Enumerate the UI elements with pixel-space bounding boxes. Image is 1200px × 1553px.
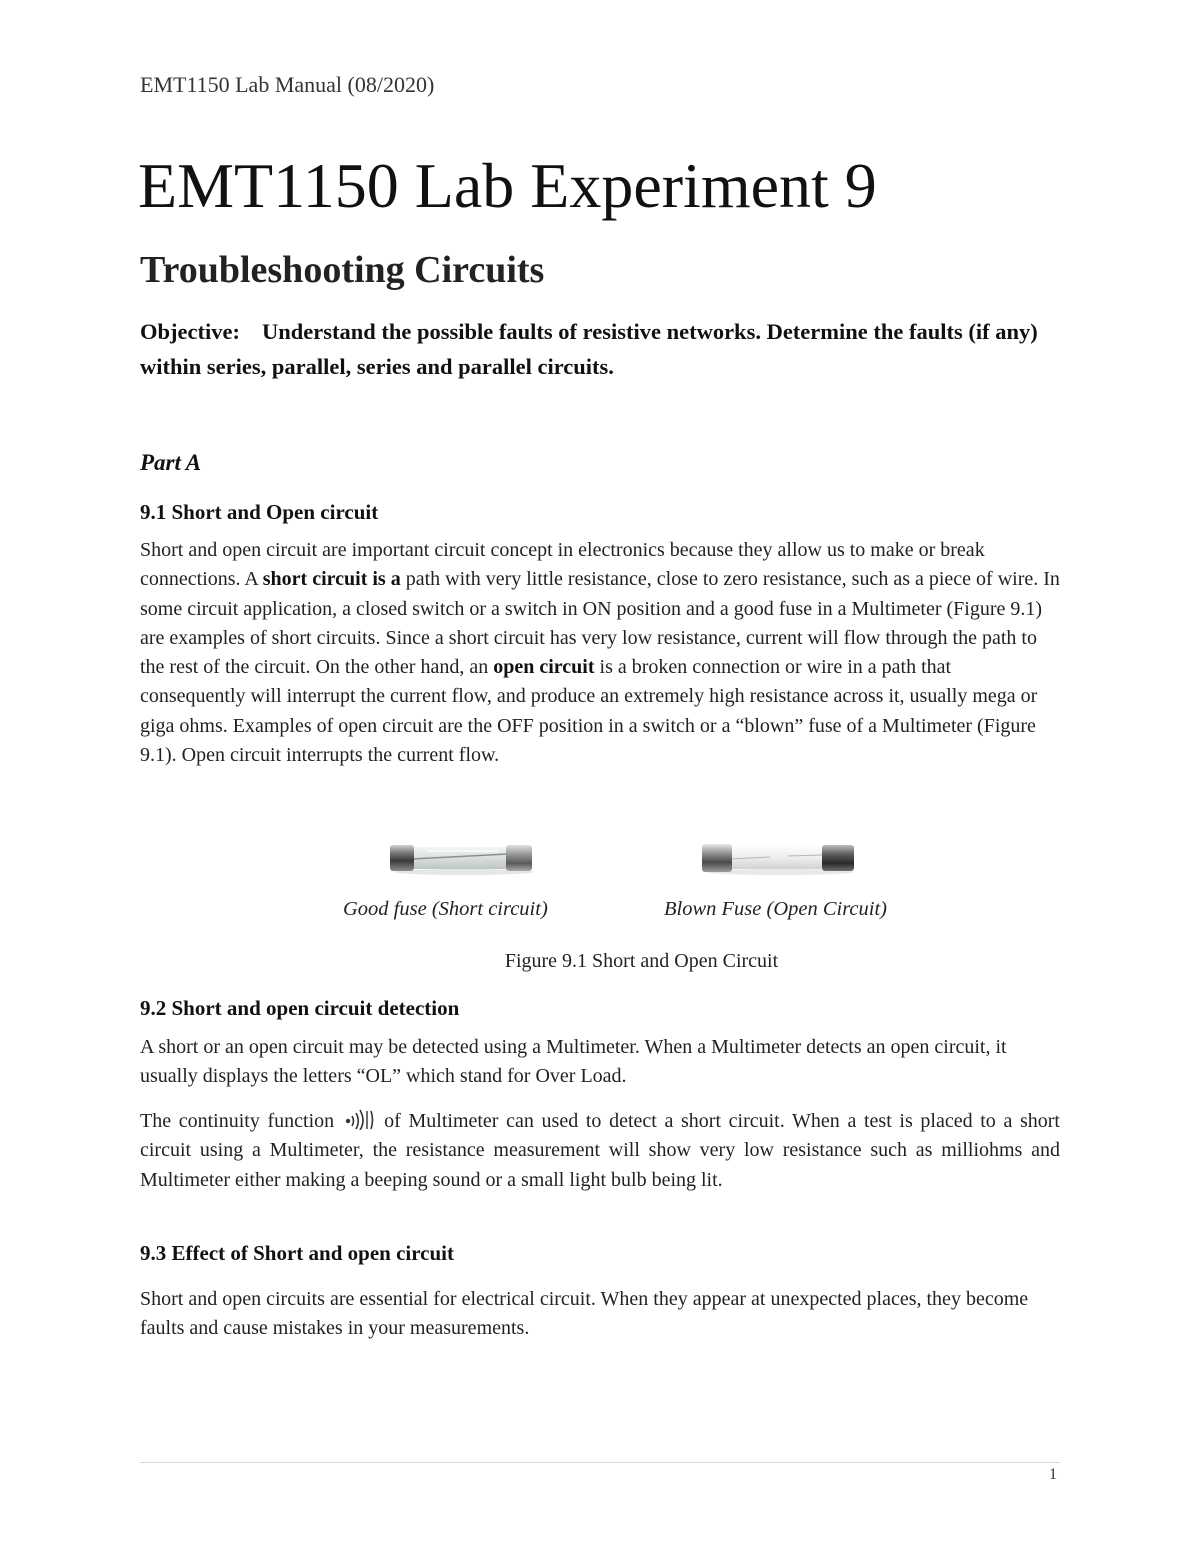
- blown-fuse-image: [700, 840, 858, 874]
- blown-fuse-caption: Blown Fuse (Open Circuit): [664, 898, 887, 920]
- section-9-3-paragraph: Short and open circuits are essential for electrical circuit. When they appear at unexpected places, they become faults and cause mistakes in your measurements.: [140, 1288, 1029, 1340]
- objective-label: Objective:: [140, 319, 240, 344]
- section-9-3-heading: 9.3 Effect of Short and open circuit: [140, 1241, 455, 1265]
- good-fuse-caption: Good fuse (Short circuit): [343, 898, 548, 920]
- section-9-2-paragraph-2: [140, 1107, 1060, 1195]
- short-circuit-term: short circuit is a: [262, 568, 401, 591]
- section-9-1-text-b: path with very little resistance, close to zero resistance, such as a piece of wire. In some circuit application, a closed switch or a switch in ON position and a good fuse in a Multimeter (Figure 9.1) are examples of short circuits. Since a short circuit has very low resistance, current will flow through the path to the rest of the circuit. On the other hand, an: [140, 568, 1060, 679]
- objective-block: [140, 314, 1060, 384]
- section-9-2-text-b: of Multimeter can used to detect a short circuit. When a test is placed to a short circuit using a Multimeter, the resistance measurement will show very low resistance such as milliohms and Multimeter either making a beeping sound or a small light bulb being lit.: [140, 1110, 1060, 1191]
- document-subtitle: Troubleshooting Circuits: [140, 249, 545, 291]
- section-9-1-text-c: is a broken connection or wire in a path that consequently will interrupt the current flow, and produce an extremely high resistance across it, usually mega or giga ohms. Examples of open circuit are the OFF position in a switch or a “blown” fuse of a Multimeter (Figure 9.1). Open circuit interrupts the current flow.: [140, 656, 1038, 767]
- open-circuit-term: open circuit: [493, 656, 595, 679]
- figure-9-1-caption: Figure 9.1 Short and Open Circuit: [504, 950, 779, 972]
- section-9-1-text-a: Short and open circuit are important circuit concept in electronics because they allow us to make or break connections. A: [140, 539, 985, 591]
- page-number: 1: [1049, 1466, 1057, 1483]
- part-a-heading: Part A: [140, 450, 202, 475]
- section-9-2-text-a: The continuity function: [140, 1110, 335, 1132]
- section-9-2-heading: 9.2 Short and open circuit detection: [140, 996, 460, 1020]
- section-9-2-paragraph-1: A short or an open circuit may be detected using a Multimeter. When a Multimeter detects an open circuit, it usually displays the letters “OL” which stand for Over Load.: [140, 1036, 1007, 1088]
- running-header: EMT1150 Lab Manual (08/2020): [140, 72, 435, 97]
- good-fuse-image: [388, 842, 536, 876]
- document-title: EMT1150 Lab Experiment 9: [138, 150, 877, 221]
- continuity-icon: [340, 1108, 378, 1130]
- section-9-1-heading: 9.1 Short and Open circuit: [140, 500, 379, 524]
- footer-divider: [140, 1462, 1060, 1463]
- section-9-1-paragraph: [140, 536, 1060, 770]
- objective-text: Understand the possible faults of resistive networks. Determine the faults (if any) within series, parallel, series and parallel circuits.: [140, 319, 1038, 379]
